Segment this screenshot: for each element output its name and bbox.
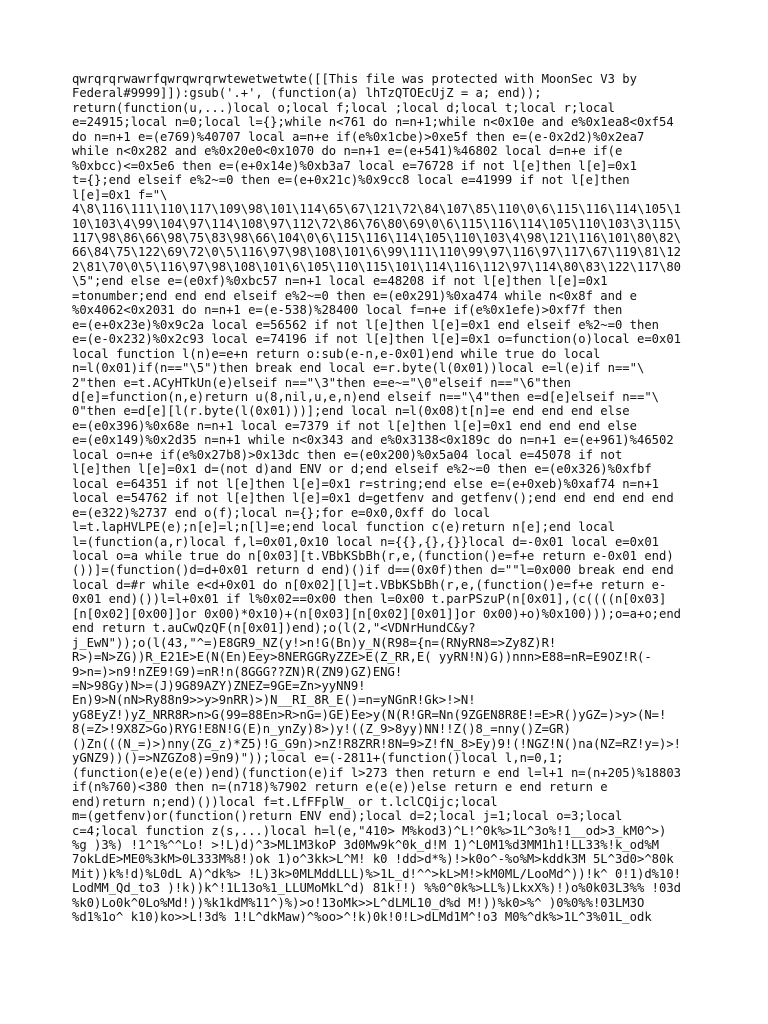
code-line: [n[0x02][0x00]]or 0x00)*0x10)+(n[0x03][n[0x02][0x01]]or 0x00)+o)%0x100)));o=a+o;end — [72, 606, 682, 621]
code-line: qwrqrqrwawrfqwrqwrqrwtewetwetwte([[This file was protected with MoonSec V3 by — [72, 72, 637, 86]
code-line: (function(e)e(e(e))end)(function(e)if l>273 then return e end l=l+1 n=(n+205)%18803 — [72, 765, 682, 780]
code-line: c=4;local function z(s,...)local h=l(e,"410> M%kod3)^L!^0k%>1L^3o%!1__od>3_kM0^>) — [72, 823, 667, 838]
code-line: local function l(n)e=e+n return o:sub(e-n,e-0x01)end while true do local — [72, 346, 601, 361]
code-line: e=(e0x149)%0x2d35 n=n+1 while n<0x343 and e%0x3138<0x189c do n=n+1 e=(e+961)%46502 — [72, 433, 674, 448]
code-line: l[e]then l[e]=0x1 d=(not d)and ENV or d;end elseif e%2~=0 then e=(e0x326)%0xfbf — [72, 462, 652, 477]
code-line: return(function(u,...)local o;local f;local ;local d;local t;local r;local — [72, 100, 615, 115]
code-line: local e=54762 if not l[e]then l[e]=0x1 d=getfenv and getfenv();end end end end end — [72, 491, 674, 506]
code-line: 10\103\4\99\104\97\114\108\97\112\72\86\76\80\69\0\6\115\116\114\105\110\103\3\115\ — [72, 216, 682, 231]
code-line: e=(e+0x23e)%0x9c2a local e=56562 if not l[e]then l[e]=0x1 end elseif e%2~=0 then — [72, 317, 659, 332]
code-line: 117\98\86\66\98\75\83\98\66\104\0\6\115\116\114\105\110\103\4\98\121\116\101\80\82\ — [72, 230, 682, 245]
code-line: R>)=N>ZG))R_E21E>E(N(En)Eey>8NERGGRyZZE>E(Z_RR,E( yyRN!N)G))nnn>E88=nR=E9OZ!R(- — [72, 650, 652, 665]
code-line: if(n%760)<380 then n=(n718)%7902 return e(e(e))else return e end return e — [72, 780, 608, 795]
code-line: d[e]=function(n,e)return u(8,nil,u,e,n)end elseif n=="\4"then e=d[e]elseif n=="\ — [72, 389, 659, 404]
code-line: 9>n=)>n9!nZE9!G9)=nR!n(8GGG??ZN)R(ZN9)GZ)ENG! — [72, 664, 403, 679]
code-line: \5";end else e=(e0xf)%0xbc57 n=n+1 local e=48208 if not l[e]then l[e]=0x1 — [72, 274, 608, 289]
code-line: LodMM_Qd_to3 )!k))k^!1L13o%1_LLUMoMkL^d) 81k!!) %%0^0k%>LL%)LkxX%)!)o%0k03L3%% !03d — [72, 881, 682, 896]
code-line: yG8EyZ!)yZ_NRR8R>n>G(99=88En>R>nG=)GE)Ee>y(N(R!GR=Nn(9ZGEN8R8E!=E>R()yGZ=)>y>(N=! — [72, 707, 667, 722]
obfuscated-code-block — [72, 72, 712, 925]
code-line: 2"then e=t.ACyHTkUn(e)elseif n=="\3"then e=e~="\0"elseif n=="\6"then — [72, 375, 571, 390]
code-line: local e=64351 if not l[e]then l[e]=0x1 r=string;end else e=(e+0xeb)%0xaf74 n=n+1 — [72, 476, 659, 491]
code-line: %g )3%) !1^1%^^Lo! >!L)d)^3>ML1M3koP 3d0Mw9k^0k_d!M 1)^L0M1%d3MM1h1!LL33%!k_od%M — [72, 838, 659, 853]
code-line: Federal#9999]]):gsub('.+', (function(a) lhTzQTOEcUjZ = a; end)); — [72, 86, 542, 101]
code-line: 2\81\70\0\5\116\97\98\108\101\6\105\110\115\101\114\116\112\97\114\80\83\122\117\80 — [72, 259, 682, 274]
code-line: local o=a while true do n[0x03][t.VBbKSbBh(r,e,(function()e=f+e return e-0x01 end) — [72, 548, 674, 563]
code-line: e=(e-0x232)%0x2c93 local e=74196 if not l[e]then l[e]=0x1 o=function(o)local e=0x01 — [72, 332, 682, 347]
code-line: t={};end elseif e%2~=0 then e=(e+0x21c)%0x9cc8 local e=41999 if not l[e]then — [72, 173, 630, 188]
code-line: %0xbcc)<=0x5e6 then e=(e+0x14e)%0xb3a7 local e=76728 if not l[e]then l[e]=0x1 — [72, 158, 637, 173]
code-line: En)9>N(nN>Ry88n9>>y>9nRR)>)N__RI_8R_E()=n=yNGnR!Gk>!>N! — [72, 693, 476, 708]
code-line: ()Zn(((N_=)>)nny(ZG_z)*Z5)!G_G9n)>nZ!R8ZRR!8N=9>Z!fN_8>Ey)9!(!NGZ!N()na(NZ=RZ!y=)>! — [72, 736, 682, 751]
code-line: e=24915;local n=0;local l={};while n<761 do n=n+1;while n<0x10e and e%0x1ea8<0xf54 — [72, 115, 674, 130]
code-line: e=(e0x396)%0x68e n=n+1 local e=7379 if not l[e]then l[e]=0x1 end end end else — [72, 418, 637, 433]
code-line: while n<0x282 and e%0x20e0<0x1070 do n=n+1 e=(e+541)%46802 local d=n+e if(e — [72, 144, 623, 159]
code-line: m=(getfenv)or(function()return ENV end);local d=2;local j=1;local o=3;local — [72, 809, 623, 824]
code-line: 66\84\75\122\69\72\0\5\116\97\98\108\101\6\99\111\110\99\97\116\97\117\67\119\81\12 — [72, 245, 682, 260]
code-line: =tonumber;end end end elseif e%2~=0 then e=(e0x291)%0xa474 while n<0x8f and e — [72, 288, 637, 303]
code-line: 0x01 end)())l=l+0x01 if l%0x02==0x00 then l=0x00 t.parPSzuP(n[0x01],(c((((n[0x03] — [72, 592, 667, 607]
code-line: local o=n+e if(e%0x27b8)>0x13dc then e=(e0x200)%0x5a04 local e=45078 if not — [72, 447, 623, 462]
code-line: local d=#r while e<d+0x01 do n[0x02][l]=t.VBbKSbBh(r,e,(function()e=f+e return e- — [72, 577, 667, 592]
code-line: %d1%1o^ k10)ko>>L!3d% 1!L^dkMaw)^%oo>^!k)0k!0!L>dLMd1M^!o3 M0%^dk%>1L^3%01L_odk — [72, 910, 652, 925]
code-line: 8(=Z>!9X8Z>Go)RYG!E8N!G(E)n_ynZy)8>)y!((Z_9>8yy)NN!!Z()8_=nny()Z=GR) — [72, 722, 571, 737]
code-line: 0"then e=d[e][l(r.byte(l(0x01)))];end local n=l(0x08)t[n]=e end end end else — [72, 404, 630, 419]
code-line: ())]=(function()d=d+0x01 return d end)()if d==(0x0f)then d=""l=0x000 break end end — [72, 563, 674, 578]
code-line: do n=n+1 e=(e769)%40707 local a=n+e if(e%0x1cbe)>0xe5f then e=(e-0x2d2)%0x2ea7 — [72, 129, 645, 144]
code-line: =N>98Gy)N>=(J)9G89AZY)ZNEZ=9GE=Zn>yyNN9! — [72, 679, 366, 694]
code-line: e=(e322)%2737 end o(f);local n={};for e=0x0,0xff do local — [72, 505, 491, 520]
code-line: yGNZ9))()=>NZGZo8)=9n9)"));local e=(-2811+(function()local l,n=0,1; — [72, 751, 564, 766]
code-line: %0x4062<0x2031 do n=n+1 e=(e-538)%28400 local f=n+e if(e%0x1efe)>0xf7f then — [72, 303, 623, 318]
code-line: %k0)Lo0k^0Lo%Md!))%k1kdM%11^)%)>o!13oMk>>L^dLML10_d%d M!))%k0>%^ )0%0%%!03LM3O — [72, 895, 645, 910]
code-line: 4\8\116\111\110\117\109\98\101\114\65\67\121\72\84\107\85\110\0\6\115\116\114\105\1 — [72, 202, 682, 217]
code-line: 7okLdE>ME0%3kM>0L333M%8!)ok 1)o^3kk>L^M! k0 !dd>d*%)!>k0o^-%o%M>kddk3M 5L^3d0>^80k — [72, 852, 674, 867]
code-line: n=l(0x01)if(n=="\5")then break end local e=r.byte(l(0x01))local e=l(e)if n=="\ — [72, 361, 645, 376]
code-line: l=(function(a,r)local f,l=0x01,0x10 local n={{},{},{}}local d=-0x01 local e=0x01 — [72, 534, 659, 549]
code-line: end)return n;end)())local f=t.LfFFplW_ or t.lclCQijc;local — [72, 794, 498, 809]
code-line: Mit))k%!d)%L0dL A)^dk%> !L)3k>0MLMddLLL)%>1L_d!^^>kL>M!>kM0ML/LooMd^))!k^ 0!1)d%10! — [72, 866, 682, 881]
code-line: j_EwN"));o(l(43,"^=)E8GR9_NZ(y!>n!G(Bn)y_N(R98={n=(RNyRN8=>Zy8Z)R! — [72, 635, 557, 650]
code-line: l=t.lapHVLPE(e);n[e]=l;n[l]=e;end local function c(e)return n[e];end local — [72, 520, 615, 535]
code-line: l[e]=0x1 f="\ — [72, 187, 168, 202]
code-line: end return t.auCwQzQF(n[0x01])end);o(l(2,"<VDNrHundC&y? — [72, 621, 476, 636]
